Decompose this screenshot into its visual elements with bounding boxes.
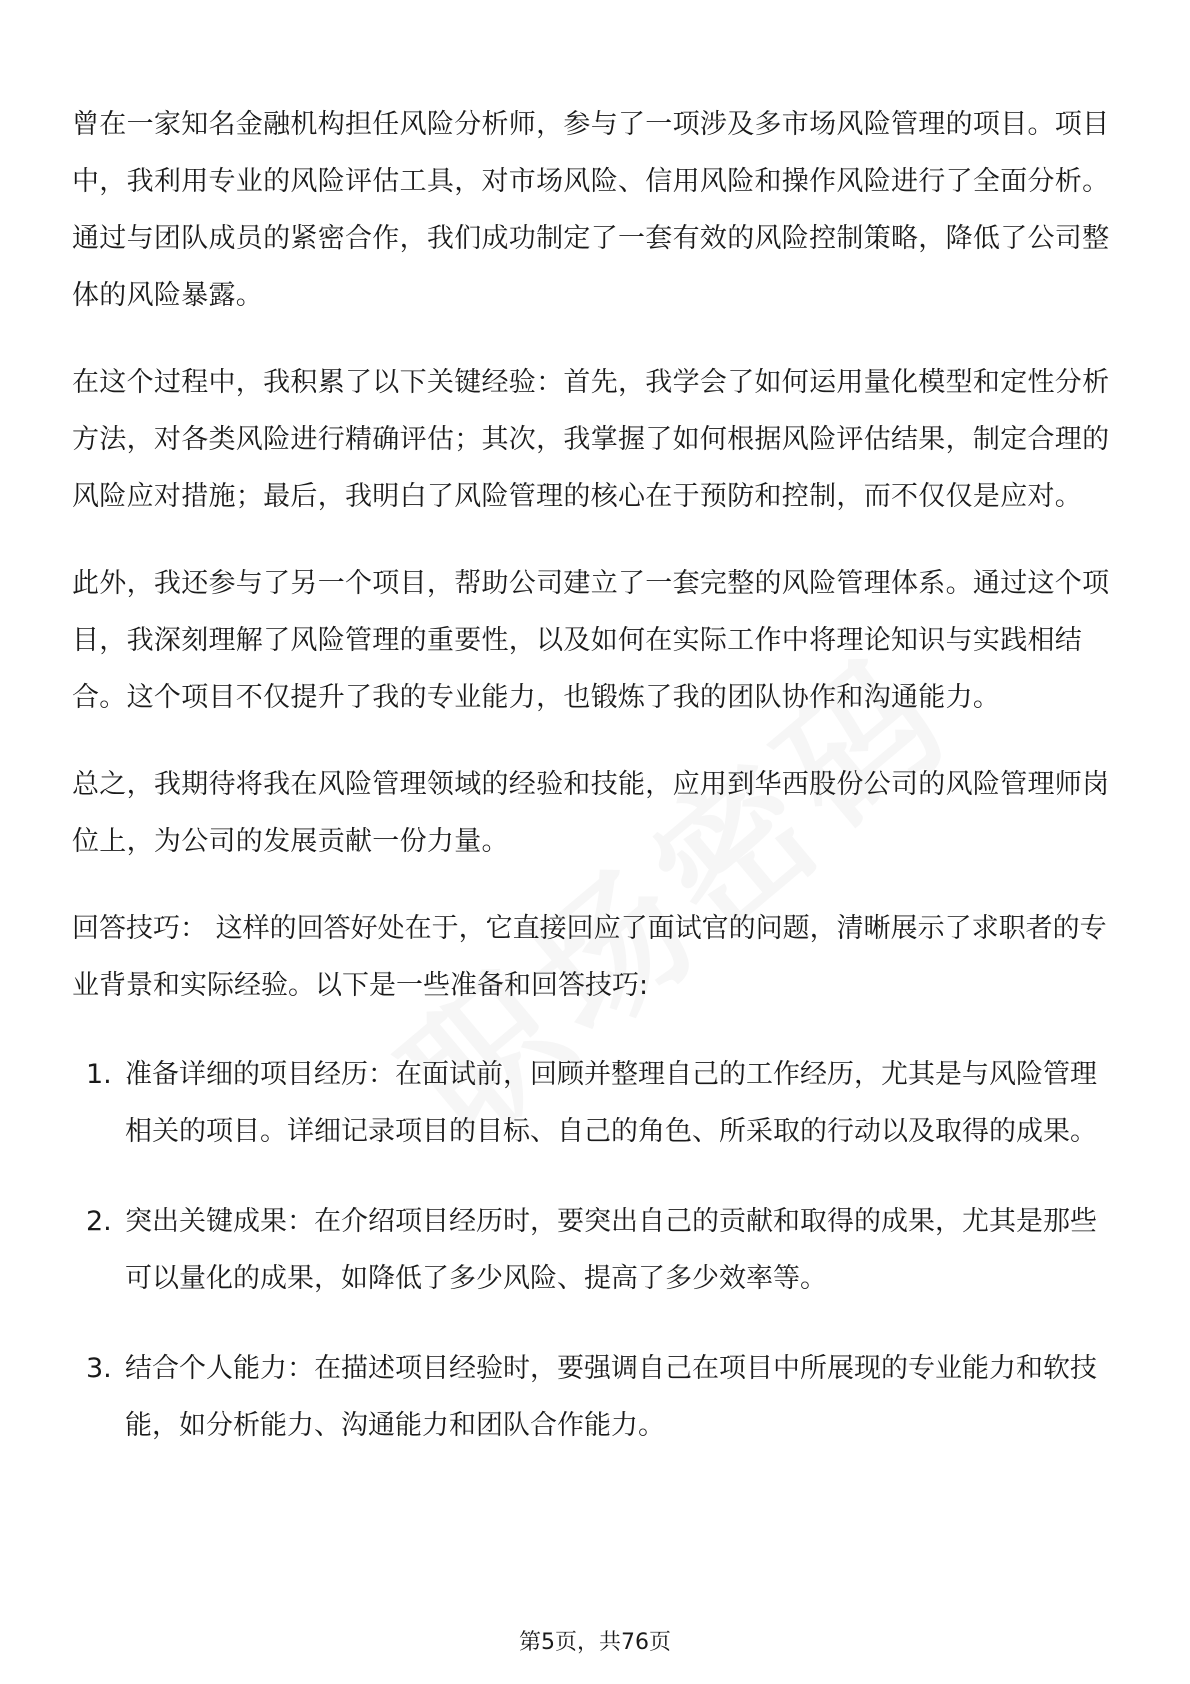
list-number: 1. [86, 1059, 112, 1090]
list-item [72, 1046, 1118, 1160]
page-number-footer: 第5页，共76页 [519, 1630, 671, 1655]
list-number: 3. [86, 1353, 112, 1384]
document-body [72, 96, 1118, 1487]
answer-tips-intro: 回答技巧： 这样的回答好处在于，它直接回应了面试官的问题，清晰展示了求职者的专业背景和实际经验。以下是一些准备和回答技巧: [72, 913, 1107, 1001]
list-item [72, 1193, 1118, 1307]
paragraph-conclusion: 总之，我期待将我在风险管理领域的经验和技能，应用到华西股份公司的风险管理师岗位上，为公司的发展贡献一份力量。 [72, 769, 1110, 857]
list-item-text: 准备详细的项目经历：在面试前，回顾并整理自己的工作经历，尤其是与风险管理相关的项目。详细记录项目的目标、自己的角色、所采取的行动以及取得的成果。 [125, 1059, 1097, 1147]
list-item-text: 突出关键成果：在介绍项目经历时，要突出自己的贡献和取得的成果，尤其是那些可以量化的成果，如降低了多少风险、提高了多少效率等。 [125, 1206, 1097, 1294]
tips-list [72, 1046, 1118, 1454]
paragraph-key-lessons: 在这个过程中，我积累了以下关键经验：首先，我学会了如何运用量化模型和定性分析方法，对各类风险进行精确评估；其次，我掌握了如何根据风险评估结果，制定合理的风险应对措施；最后，我明白了风险管理的核心在于预防和控制，而不仅仅是应对。 [72, 367, 1110, 512]
paragraph-another-project: 此外，我还参与了另一个项目，帮助公司建立了一套完整的风险管理体系。通过这个项目，我深刻理解了风险管理的重要性，以及如何在实际工作中将理论知识与实践相结合。这个项目不仅提升了我的专业能力，也锻炼了我的团队协作和沟通能力。 [72, 568, 1110, 713]
list-number: 2. [86, 1206, 112, 1237]
paragraph-experience: 曾在一家知名金融机构担任风险分析师，参与了一项涉及多市场风险管理的项目。项目中，我利用专业的风险评估工具，对市场风险、信用风险和操作风险进行了全面分析。通过与团队成员的紧密合作，我们成功制定了一套有效的风险控制策略，降低了公司整体的风险暴露。 [72, 109, 1110, 311]
list-item [72, 1340, 1118, 1454]
list-item-text: 结合个人能力：在描述项目经验时，要强调自己在项目中所展现的专业能力和软技能，如分析能力、沟通能力和团队合作能力。 [125, 1353, 1097, 1441]
